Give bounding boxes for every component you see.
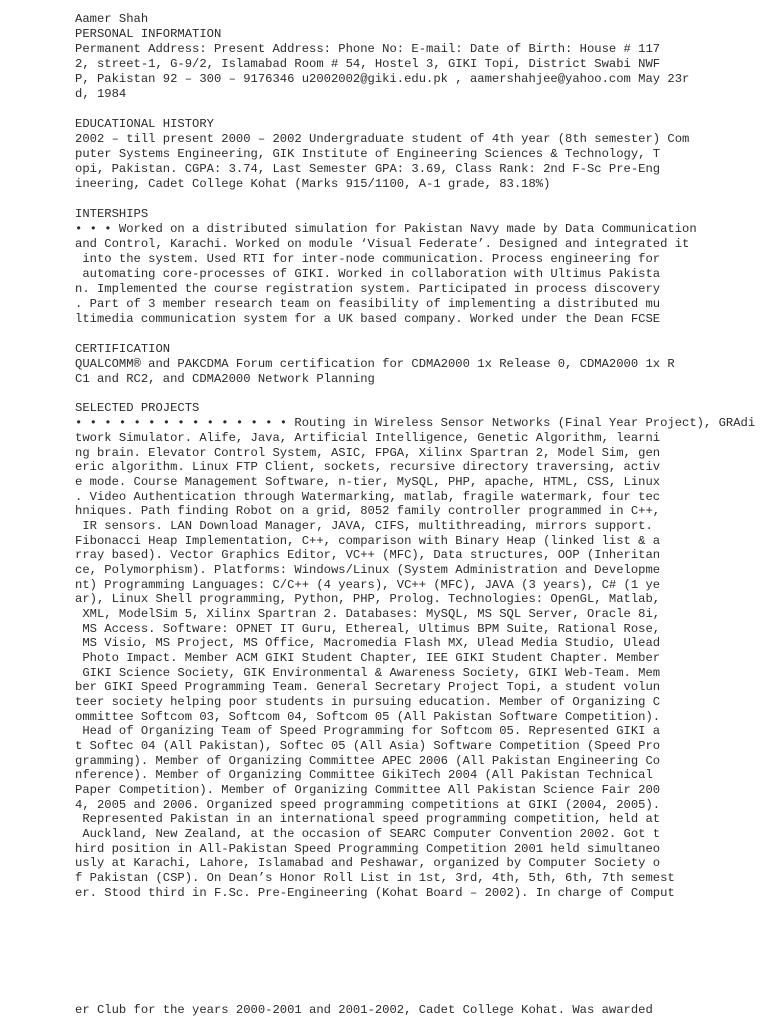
section-heading-education: EDUCATIONAL HISTORY [75,117,214,131]
projects-line: ng brain. Elevator Control System, ASIC, FPGA, Xilinx Spartran 2, Model Sim, gen [75,446,661,460]
education-line: 2002 – till present 2000 – 2002 Undergraduate student of 4th year (8th semester) Com [75,132,690,146]
projects-line: rray based). Vector Graphics Editor, VC++ (MFC), Data structures, OOP (Inheritan [75,548,661,562]
certification-line: C1 and RC2, and CDMA2000 Network Planning [75,372,375,386]
projects-line: ommittee Softcom 03, Softcom 04, Softcom 05 (All Pakistan Software Competition). [75,710,661,724]
internship-line: and Control, Karachi. Worked on module ‘Visual Federate’. Designed and integrated it [75,237,690,251]
section-heading-personal: PERSONAL INFORMATION [75,27,222,41]
projects-line: t Softec 04 (All Pakistan), Softec 05 (All Asia) Software Competition (Speed Pro [75,739,661,753]
projects-line: eric algorithm. Linux FTP Client, sockets, recursive directory traversing, activ [75,460,661,474]
projects-line: Represented Pakistan in an international speed programming competition, held at [75,812,661,826]
projects-line: f Pakistan (CSP). On Dean’s Honor Roll List in 1st, 3rd, 4th, 5th, 6th, 7th semest [75,871,675,885]
projects-line: teer society helping poor students in pursuing education. Member of Organizing C [75,695,661,709]
projects-line: MS Visio, MS Project, MS Office, Macromedia Flash MX, Ulead Media Studio, Ulead [75,636,661,650]
internship-line: n. Implemented the course registration system. Participated in process discovery [75,282,661,296]
internship-line: . Part of 3 member research team on feasibility of implementing a distributed mu [75,297,661,311]
projects-line: . Video Authentication through Watermarking, matlab, fragile watermark, four tec [75,490,661,504]
projects-line: nference). Member of Organizing Committee GikiTech 2004 (All Pakistan Technical [75,768,653,782]
projects-line: Photo Impact. Member ACM GIKI Student Chapter, IEE GIKI Student Chapter. Member [75,651,661,665]
candidate-name: Aamer Shah [75,12,149,26]
projects-line: IR sensors. LAN Download Manager, JAVA, CIFS, multithreading, mirrors support. [75,519,653,533]
section-heading-internships: INTERSHIPS [75,207,149,221]
internship-line: ltimedia communication system for a UK based company. Worked under the Dean FCSE [75,312,661,326]
projects-continuation-line: er Club for the years 2000-2001 and 2001-2002, Cadet College Kohat. Was awarded [75,1003,653,1017]
education-line: ineering, Cadet College Kohat (Marks 915/1100, A-1 grade, 83.18%) [75,177,551,191]
section-heading-certification: CERTIFICATION [75,342,171,356]
projects-line: Paper Competition). Member of Organizing Committee All Pakistan Science Fair 200 [75,783,661,797]
projects-line: Fibonacci Heap Implementation, C++, comparison with Binary Heap (linked list & a [75,534,661,548]
personal-line: P, Pakistan 92 – 300 – 9176346 u2002002@giki.edu.pk , aamershahjee@yahoo.com May 23r [75,72,690,86]
projects-line: ber GIKI Speed Programming Team. General Secretary Project Topi, a student volun [75,680,661,694]
section-heading-projects: SELECTED PROJECTS [75,401,200,415]
projects-line: 4, 2005 and 2006. Organized speed programming competitions at GIKI (2004, 2005). [75,798,661,812]
projects-line: hird position in All-Pakistan Speed Programming Competition 2001 held simultaneo [75,842,661,856]
internship-line: into the system. Used RTI for inter-node communication. Process engineering for [75,252,661,266]
projects-line: e mode. Course Management Software, n-tier, MySQL, PHP, apache, HTML, CSS, Linux [75,475,661,489]
personal-line: 2, street-1, G-9/2, Islamabad Room # 54, Hostel 3, GIKI Topi, District Swabi NWF [75,57,661,71]
projects-line: usly at Karachi, Lahore, Islamabad and Peshawar, organized by Computer Society o [75,856,661,870]
education-line: opi, Pakistan. CGPA: 3.74, Last Semester GPA: 3.69, Class Rank: 2nd F-Sc Pre-Eng [75,162,661,176]
projects-line: ar), Linux Shell programming, Python, PHP, Prolog. Technologies: OpenGL, Matlab, [75,592,661,606]
projects-line: hniques. Path finding Robot on a grid, 8052 family controller programmed in C++, [75,504,661,518]
certification-line: QUALCOMM® and PAKCDMA Forum certification for CDMA2000 1x Release 0, CDMA2000 1x R [75,357,675,371]
projects-line: er. Stood third in F.Sc. Pre-Engineering (Kohat Board – 2002). In charge of Comput [75,886,675,900]
projects-line: MS Access. Software: OPNET IT Guru, Ethereal, Ultimus BPM Suite, Rational Rose, [75,622,661,636]
projects-line: nt) Programming Languages: C/C++ (4 years), VC++ (MFC), JAVA (3 years), C# (1 ye [75,578,661,592]
projects-line: Head of Organizing Team of Speed Programming for Softcom 05. Represented GIKI a [75,724,661,738]
internship-line: • • • Worked on a distributed simulation for Pakistan Navy made by Data Communication [75,222,697,236]
projects-line: Auckland, New Zealand, at the occasion of SEARC Computer Convention 2002. Got t [75,827,661,841]
projects-line: GIKI Science Society, GIK Environmental & Awareness Society, GIKI Web-Team. Mem [75,666,661,680]
personal-line: d, 1984 [75,87,127,101]
projects-line: XML, ModelSim 5, Xilinx Spartran 2. Databases: MySQL, MS SQL Server, Oracle 8i, [75,607,661,621]
projects-line: ce, Polymorphism). Platforms: Windows/Linux (System Administration and Developme [75,563,661,577]
personal-line: Permanent Address: Present Address: Phone No: E-mail: Date of Birth: House # 117 [75,42,661,56]
education-line: puter Systems Engineering, GIK Institute of Engineering Sciences & Technology, T [75,147,661,161]
projects-line: twork Simulator. Alife, Java, Artificial Intelligence, Genetic Algorithm, learni [75,431,661,445]
projects-line: gramming). Member of Organizing Committee APEC 2006 (All Pakistan Engineering Co [75,754,661,768]
internship-line: automating core-processes of GIKI. Worked in collaboration with Ultimus Pakista [75,267,661,281]
projects-line: • • • • • • • • • • • • • • • Routing in Wireless Sensor Networks (Final Year Project), GRAdi [75,416,756,430]
